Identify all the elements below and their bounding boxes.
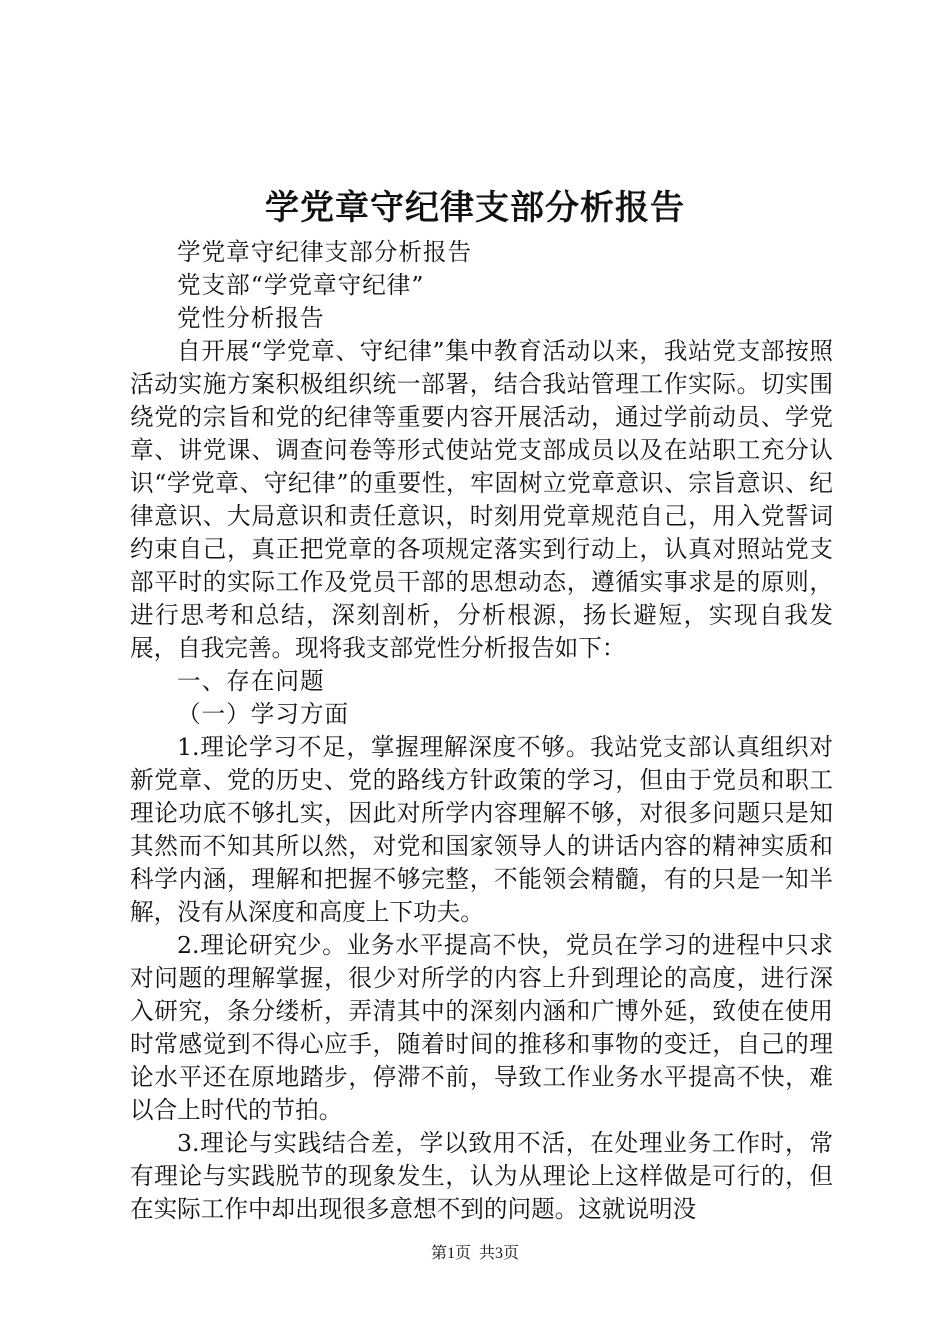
body-paragraph: 2.理论研究少。业务水平提高不快，党员在学习的进程中只求对问题的理解掌握，很少对所学的内容上升到理论的高度，进行深入研究，条分缕析，弄清其中的深刻内涵和广博外延，致使在使用时常感觉到不得心应手，随着时间的推移和事物的变迁，自己的理论水平还在原地踏步，停滞不前，导致工作业务水平提高不快，难以合上时代的节拍。 (130, 931, 833, 1124)
body-paragraph: 3.理论与实践结合差，学以致用不活，在处理业务工作时，常有理论与实践脱节的现象发生，认为从理论上这样做是可行的，但在实际工作中却出现很多意想不到的问题。这就说明没 (130, 1129, 833, 1223)
subsection-heading: （一）学习方面 (177, 700, 350, 728)
subtitle-line: 党性分析报告 (177, 304, 325, 332)
page-number: 第1页 共3页 (430, 1245, 519, 1262)
body-paragraph: 自开展“学党章、守纪律”集中教育活动以来，我站党支部按照活动实施方案积极组织统一部署，结合我站管理工作实际。切实围绕党的宗旨和党的纪律等重要内容开展活动，通过学前动员、学党章、讲党课、调查问卷等形式使站党支部成员以及在站职工充分认识“学党章、守纪律”的重要性，牢固树立党章意识、宗旨意识、纪律意识、大局意识和责任意识，时刻用党章规范自己，用入党誓词约束自己，真正把党章的各项规定落实到行动上，认真对照站党支部平时的实际工作及党员干部的思想动态，遵循实事求是的原则，进行思考和总结，深刻剖析，分析根源，扬长避短，实现自我发展，自我完善。现将我支部党性分析报告如下： (130, 337, 833, 662)
page-footer (0, 1244, 950, 1264)
subtitle-line: 学党章守纪律支部分析报告 (177, 238, 473, 266)
section-heading: 一、存在问题 (177, 667, 325, 695)
subtitle-line: 党支部“学党章守纪律” (177, 271, 425, 299)
body-paragraph: 1.理论学习不足，掌握理解深度不够。我站党支部认真组织对新党章、党的历史、党的路线方针政策的学习，但由于党员和职工理论功底不够扎实，因此对所学内容理解不够，对很多问题只是知其然而不知其所以然，对党和国家领导人的讲话内容的精神实质和科学内涵，理解和把握不够完整，不能领会精髓，有的只是一知半解，没有从深度和高度上下功夫。 (130, 733, 833, 926)
document-title: 学党章守纪律支部分析报告 (265, 188, 685, 228)
document-body (130, 236, 833, 1226)
